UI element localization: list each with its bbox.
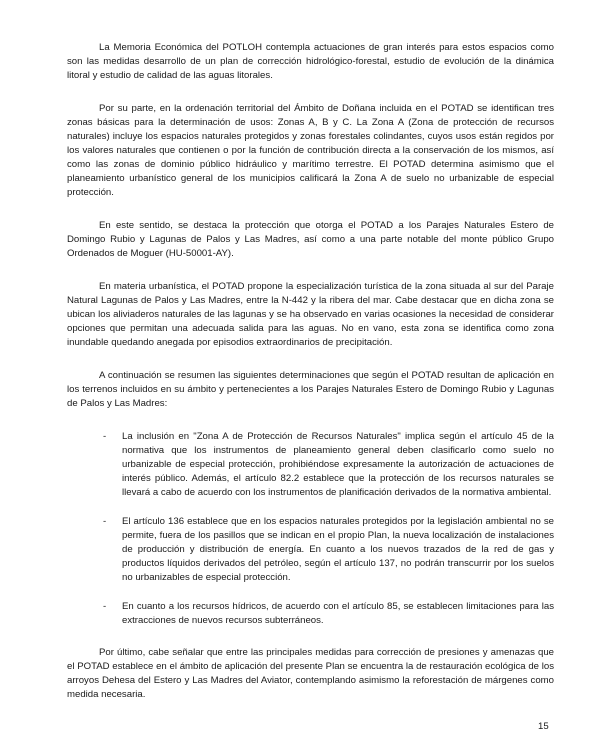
- determinations-list: [67, 430, 554, 628]
- list-item-text: En cuanto a los recursos hídricos, de acuerdo con el artículo 85, se establecen limitaciones para las extracciones de nuevos recursos subterráneos.: [122, 601, 554, 626]
- page-number: 15: [538, 721, 549, 732]
- list-item: [67, 430, 554, 500]
- bullet-dash: -: [103, 431, 107, 442]
- list-item: [67, 515, 554, 585]
- paragraph-memoria-economica: La Memoria Económica del POTLOH contempla actuaciones de gran interés para estos espacios como son las medidas desarrollo de un plan de corrección hidrológico-forestal, estudio de evolución de la dinámica litoral y estudio de calidad de las aguas litorales.: [67, 42, 554, 81]
- document-body: [67, 41, 554, 721]
- paragraph-materia-urbanistica: En materia urbanística, el POTAD propone la especialización turística de la zona situada al sur del Paraje Natural Lagunas de Palos y Las Madres, entre la N-442 y la ribera del mar. Cabe destacar que en dicha zona se ubican los aliviaderos naturales de las lagunas y se ha observado en varias ocasiones la necesidad de considerar opciones que permitan una adecuada salida para las aguas. No en vano, esta zona se identifica como zona inundable quedando anegada por episodios extraordinarios de precipitación.: [67, 281, 554, 348]
- paragraph-proteccion-parajes: En este sentido, se destaca la protección que otorga el POTAD a los Parajes Naturales Estero de Domingo Rubio y Lagunas de Palos y Las Madres, así como a una parte notable del monte público Grupo Ordenados de Moguer (HU-50001-AY).: [67, 220, 554, 259]
- bullet-dash: -: [103, 516, 107, 527]
- list-item: [67, 600, 554, 628]
- paragraph-final-medidas: Por último, cabe señalar que entre las principales medidas para corrección de presiones y amenazas que el POTAD establece en el ámbito de aplicación del presente Plan se encuentra la de restauración ecológica de los arroyos Dehesa del Estero y Las Madres del Aviator, contemplando asimismo la reforestación de márgenes como medida necesaria.: [67, 647, 554, 700]
- paragraph-determinaciones-intro: A continuación se resumen las siguientes determinaciones que según el POTAD resultan de aplicación en los terrenos incluidos en su ámbito y pertenecientes a los Parajes Naturales Estero de Domingo Rubio y Lagunas de Palos y Las Madres:: [67, 370, 554, 409]
- list-item-text: El artículo 136 establece que en los espacios naturales protegidos por la legislación ambiental no se permite, fuera de los pasillos que se indican en el propio Plan, la nueva localización de instalaciones de producción y distribución de energía. En cuanto a los nuevos trazados de la red de gas y productos líquidos derivados del petróleo, según el artículo 137, no podrán transcurrir por los suelos no urbanizables de especial protección.: [122, 516, 554, 583]
- list-item-text: La inclusión en "Zona A de Protección de Recursos Naturales" implica según el artículo 45 de la normativa que los instrumentos de planeamiento general deben clasificarlo como suelo no urbanizable de especial protección, prohibiéndose expresamente la autorización de actuaciones de interés público. Además, el artículo 82.2 establece que la protección de los recursos naturales se llevará a cabo de acuerdo con los instrumentos de planificación derivados de la normativa ambiental.: [122, 431, 554, 498]
- bullet-dash: -: [103, 601, 107, 612]
- paragraph-ordenacion-territorial: Por su parte, en la ordenación territorial del Ámbito de Doñana incluida en el POTAD se identifican tres zonas básicas para la determinación de usos: Zonas A, B y C. La Zona A (Zona de protección de recursos naturales) incluye los espacios naturales protegidos y zonas forestales colindantes, cuyos usos están regidos por los valores naturales que contienen o por la función de contribución directa a la conservación de los mismos, así como las zonas de dominio público hidráulico y marítimo terrestre. El POTAD determina asimismo que el planeamiento urbanístico general de los municipios calificará la Zona A de suelo no urbanizable de especial protección.: [67, 103, 554, 198]
